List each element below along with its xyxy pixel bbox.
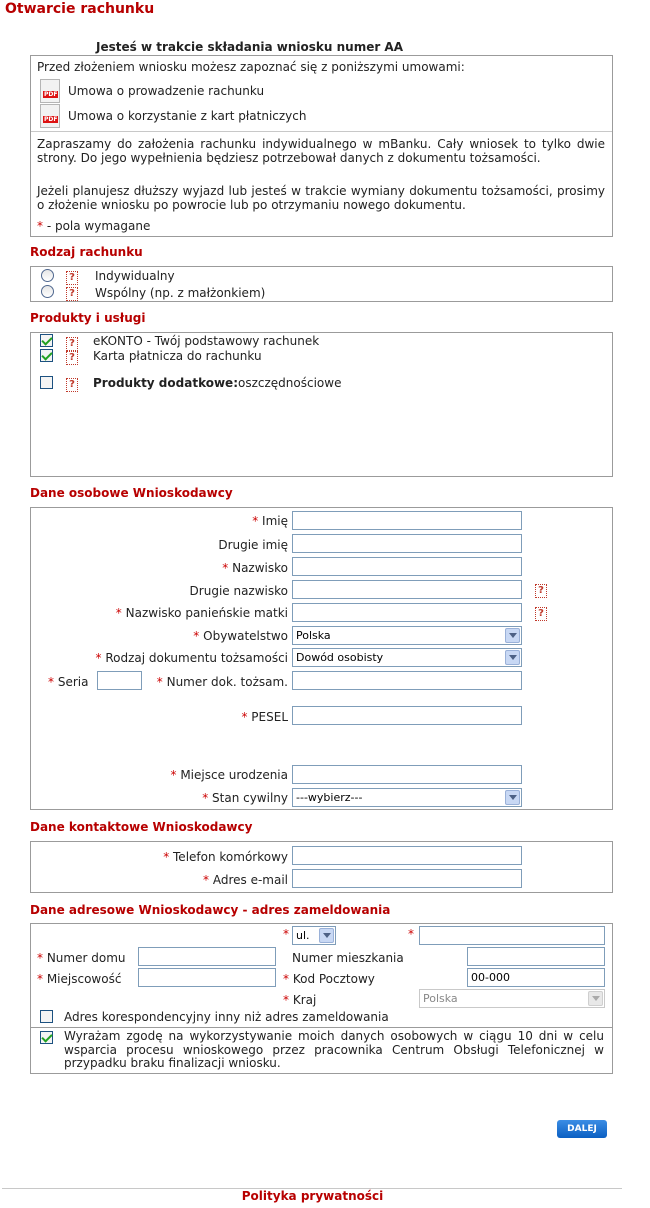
page-title: Otwarcie rachunku [5,1,155,17]
product-card-label: Karta płatnicza do rachunku [93,349,262,363]
help-icon[interactable]: ? [535,584,547,598]
agreement-link-cards[interactable]: Umowa o korzystanie z kart płatniczych [68,109,307,123]
country-label: * Kraj [283,993,317,1007]
second-last-name-label: Drugie nazwisko [189,584,288,598]
street-prefix-value: ul. [296,929,310,942]
product-ekonto-label: eKONTO - Twój podstawowy rachunek [93,334,320,348]
extra-products-label [93,376,341,390]
mother-maiden-name-label: * Nazwisko panieńskie matki [115,606,288,620]
apartment-label: Numer mieszkania [292,951,404,965]
help-icon[interactable]: ? [66,287,78,301]
street-input[interactable] [419,926,605,945]
postal-code-label: * Kod Pocztowy [283,972,375,986]
pesel-input[interactable] [292,706,522,725]
chevron-down-icon [505,628,520,643]
last-name-label: * Nazwisko [222,561,288,575]
intro-paragraph-2: Jeżeli planujesz dłuższy wyjazd lub jesteś w trakcie wymiany dokumentu tożsamości, prosimy o złożenie wniosku po powrocie lub po otrzymaniu nowego dokumentu. [37,184,605,212]
pdf-badge: PDF [44,116,58,123]
street-prefix-select[interactable] [292,926,336,945]
citizenship-value: Polska [296,629,331,642]
house-number-input[interactable] [138,947,276,966]
extra-products-heading: Produkty dodatkowe: [93,376,238,390]
country-select[interactable] [419,989,605,1008]
second-name-input[interactable] [292,534,522,553]
help-icon[interactable]: ? [66,351,78,365]
extra-products-value: oszczędnościowe [238,376,342,390]
help-icon[interactable]: ? [535,607,547,621]
second-name-label: Drugie imię [218,538,288,552]
checkbox-ekonto[interactable] [40,334,53,347]
section-title-address: Dane adresowe Wnioskodawcy - adres zameldowania [30,903,391,917]
civil-status-select[interactable] [292,788,522,807]
series-input[interactable] [97,671,142,690]
agreements-intro: Przed złożeniem wniosku możesz zapoznać się z poniższymi umowami: [37,60,465,74]
privacy-policy-link[interactable]: Polityka prywatności [241,1189,384,1203]
correspondence-address-label: Adres korespondencyjny inny niż adres zameldowania [64,1010,389,1024]
citizenship-label: * Obywatelstwo [193,629,288,643]
required-note [37,219,150,233]
checkbox-consent[interactable] [40,1031,53,1044]
city-input[interactable] [138,968,276,987]
mobile-input[interactable] [292,846,522,865]
city-label: * Miejscowość [37,972,122,986]
consent-text: Wyrażam zgodę na wykorzystywanie moich danych osobowych w ciągu 10 dni w celu wsparcia procesu wnioskowego przez pracownika Centrum Obsługi Telefonicznej w przypadku braku finalizacji wniosku. [64,1029,604,1070]
checkbox-correspondence-address[interactable] [40,1010,53,1023]
last-name-input[interactable] [292,557,522,576]
document-type-label: * Rodzaj dokumentu tożsamości [95,651,288,665]
required-star: * [408,927,414,941]
section-title-account-type: Rodzaj rachunku [30,245,143,259]
chevron-down-icon [319,928,334,943]
next-button[interactable]: DALEJ [557,1120,607,1138]
option-individual-label: Indywidualny [95,269,175,283]
pdf-icon[interactable] [40,104,60,128]
document-number-label: * Numer dok. tożsam. [156,675,288,689]
email-label: * Adres e-mail [203,873,288,887]
first-name-label: * Imię [252,514,288,528]
birth-place-label: * Miejsce urodzenia [170,768,288,782]
citizenship-select[interactable] [292,626,522,645]
apartment-input[interactable] [467,947,605,966]
civil-status-value: ---wybierz--- [296,791,363,804]
first-name-input[interactable] [292,511,522,530]
section-title-personal: Dane osobowe Wnioskodawcy [30,486,233,500]
section-title-contact: Dane kontaktowe Wnioskodawcy [30,820,253,834]
pdf-icon[interactable] [40,79,60,103]
document-type-value: Dowód osobisty [296,651,384,664]
option-joint-label: Wspólny (np. z małżonkiem) [95,286,266,300]
email-input[interactable] [292,869,522,888]
required-note-text: - pola wymagane [43,219,151,233]
mother-maiden-name-input[interactable] [292,603,522,622]
country-value: Polska [423,992,458,1005]
postal-code-input[interactable]: 00-000 [467,968,605,987]
chevron-down-icon [505,790,520,805]
document-number-input[interactable] [292,671,522,690]
divider [31,131,612,132]
help-icon[interactable]: ? [66,378,78,392]
required-star: * [283,927,289,941]
help-icon[interactable]: ? [66,337,78,351]
checkbox-extra-products[interactable] [40,376,53,389]
intro-paragraph-1: Zapraszamy do założenia rachunku indywidualnego w mBanku. Cały wniosek to tylko dwie strony. Do jego wypełnienia będziesz potrzebował danych z dokumentu tożsamości. [37,137,605,165]
radio-joint[interactable] [41,285,54,298]
application-heading: Jesteś w trakcie składania wniosku numer AA [96,40,404,54]
agreement-link-account[interactable]: Umowa o prowadzenie rachunku [68,84,265,98]
pesel-label: * PESEL [241,710,288,724]
help-icon[interactable]: ? [66,271,78,285]
series-label: * Seria [48,675,89,689]
chevron-down-icon [505,650,520,665]
document-type-select[interactable] [292,648,522,667]
pdf-badge: PDF [44,91,58,98]
radio-individual[interactable] [41,269,54,282]
civil-status-label: * Stan cywilny [202,791,288,805]
required-star: * [37,219,43,233]
house-number-label: * Numer domu [37,951,126,965]
birth-place-input[interactable] [292,765,522,784]
second-last-name-input[interactable] [292,580,522,599]
chevron-down-icon [588,991,603,1006]
mobile-label: * Telefon komórkowy [163,850,288,864]
section-title-products: Produkty i usługi [30,311,146,325]
checkbox-card[interactable] [40,349,53,362]
